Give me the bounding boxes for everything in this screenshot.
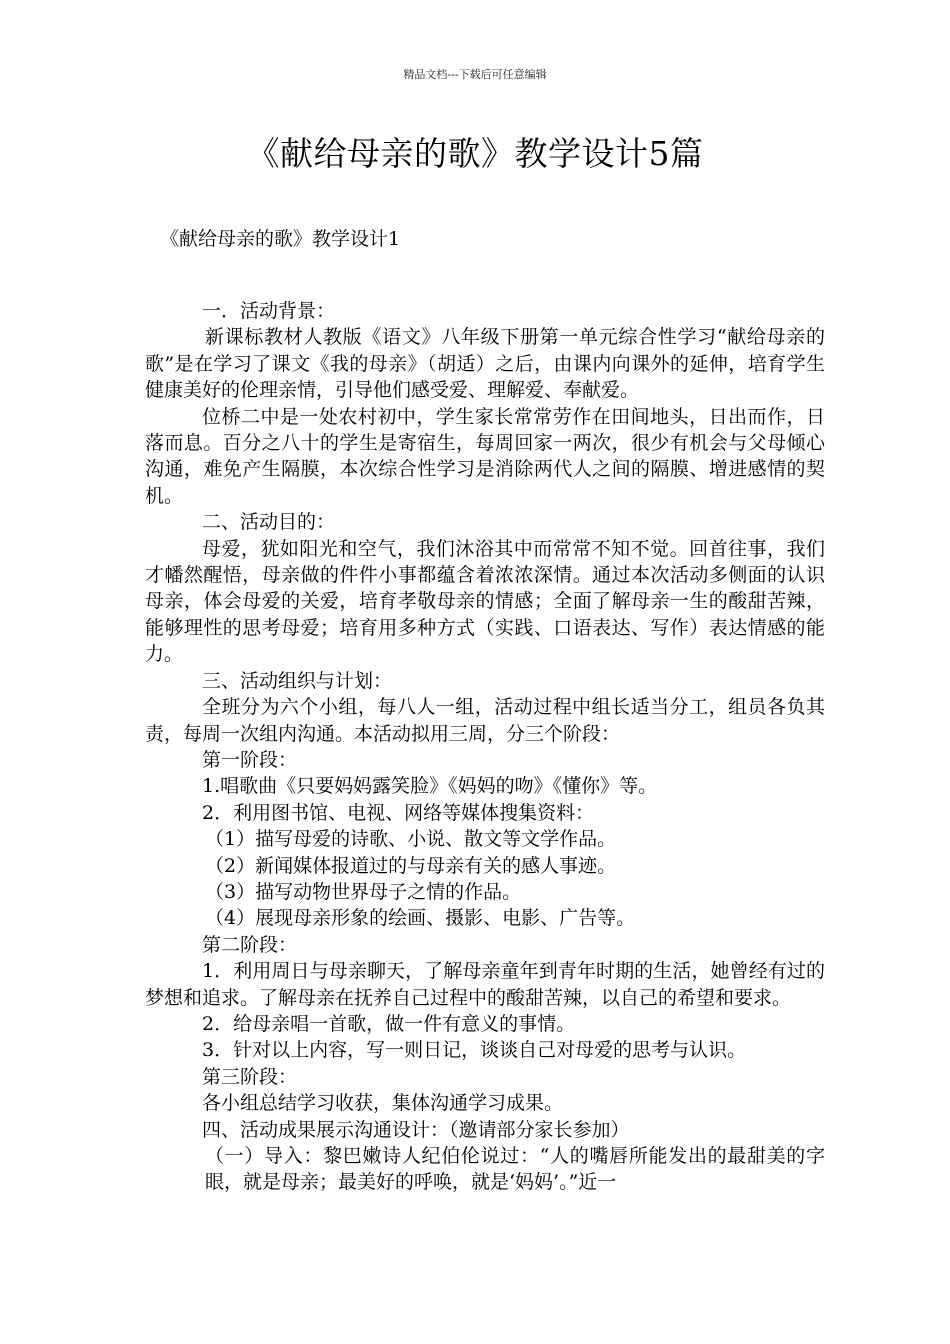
paragraph: （3）描写动物世界母子之情的作品。 — [205, 880, 522, 903]
paragraph: 四、活动成果展示沟通设计：（邀请部分家长参加） — [202, 1118, 630, 1141]
section-title: 《献给母亲的歌》教学设计1 — [160, 228, 401, 250]
paragraph: 2．利用图书馆、电视、网络等媒体搜集资料： — [202, 801, 595, 824]
paragraph: 第二阶段： — [202, 933, 298, 956]
page-header: 精品文档---下载后可任意编辑 — [403, 68, 547, 81]
paragraph: （4）展现母亲形象的绘画、摄影、电影、广告等。 — [205, 907, 636, 930]
paragraph: 1.唱歌曲《只要妈妈露笑脸》《妈妈的吻》《懂你》等。 — [202, 775, 658, 798]
paragraph: 新课标教材人教版《语文》八年级下册第一单元综合性学习“献给母亲的歌”是在学习了课文《我的母亲》（胡适）之后，由课内向课外的延伸，培育学生健康美好的伦理亲情，引导他们感受爱、理解爱、奉献爱。 — [145, 326, 825, 402]
paragraph: （一）导入：黎巴嫩诗人纪伯伦说过：“人的嘴唇所能发出的最甜美的字眼，就是母亲；最美好的呼唤，就是‘妈妈’。”近一 — [205, 1145, 825, 1194]
paragraph: （1）描写母爱的诗歌、小说、散文等文学作品。 — [205, 828, 617, 851]
paragraph: 位桥二中是一处农村初中，学生家长常常劳作在田间地头，日出而作，日落而息。百分之八十的学生是寄宿生，每周回家一两次，很少有机会与父母倾心沟通，难免产生隔膜，本次综合性学习是消除两代人之间的隔膜、增进感情的契机。 — [145, 405, 825, 507]
document-body — [145, 298, 825, 1196]
paragraph: 1．利用周日与母亲聊天，了解母亲童年到青年时期的生活，她曾经有过的梦想和追求。了解母亲在抚养自己过程中的酸甜苦辣，以自己的希望和要求。 — [145, 960, 825, 1009]
paragraph: 第一阶段： — [202, 748, 298, 771]
paragraph: 2．给母亲唱一首歌，做一件有意义的事情。 — [202, 1012, 576, 1035]
paragraph: 各小组总结学习收获，集体沟通学习成果。 — [202, 1092, 564, 1115]
paragraph: 全班分为六个小组，每八人一组，活动过程中组长适当分工，组员各负其责，每周一次组内沟通。本活动拟用三周，分三个阶段： — [145, 696, 825, 745]
paragraph: 母爱，犹如阳光和空气，我们沐浴其中而常常不知不觉。回首往事，我们才幡然醒悟，母亲做的件件小事都蕴含着浓浓深情。通过本次活动多侧面的认识母亲，体会母爱的关爱，培育孝敬母亲的情感；全面了解母亲一生的酸甜苦辣，能够理性的思考母爱；培育用多种方式（实践、口语表达、写作）表达情感的能力。 — [145, 537, 825, 666]
paragraph: 一．活动背景： — [202, 300, 336, 322]
paragraph: 第三阶段： — [202, 1065, 298, 1088]
paragraph: 三、活动组织与计划： — [202, 669, 393, 692]
paragraph: （2）新闻媒体报道过的与母亲有关的感人事迹。 — [205, 854, 617, 877]
paragraph: 二、活动目的： — [202, 511, 336, 534]
paragraph: 3．针对以上内容，写一则日记，谈谈自己对母爱的思考与认识。 — [202, 1039, 747, 1062]
document-title: 《献给母亲的歌》教学设计5篇 — [246, 134, 704, 173]
